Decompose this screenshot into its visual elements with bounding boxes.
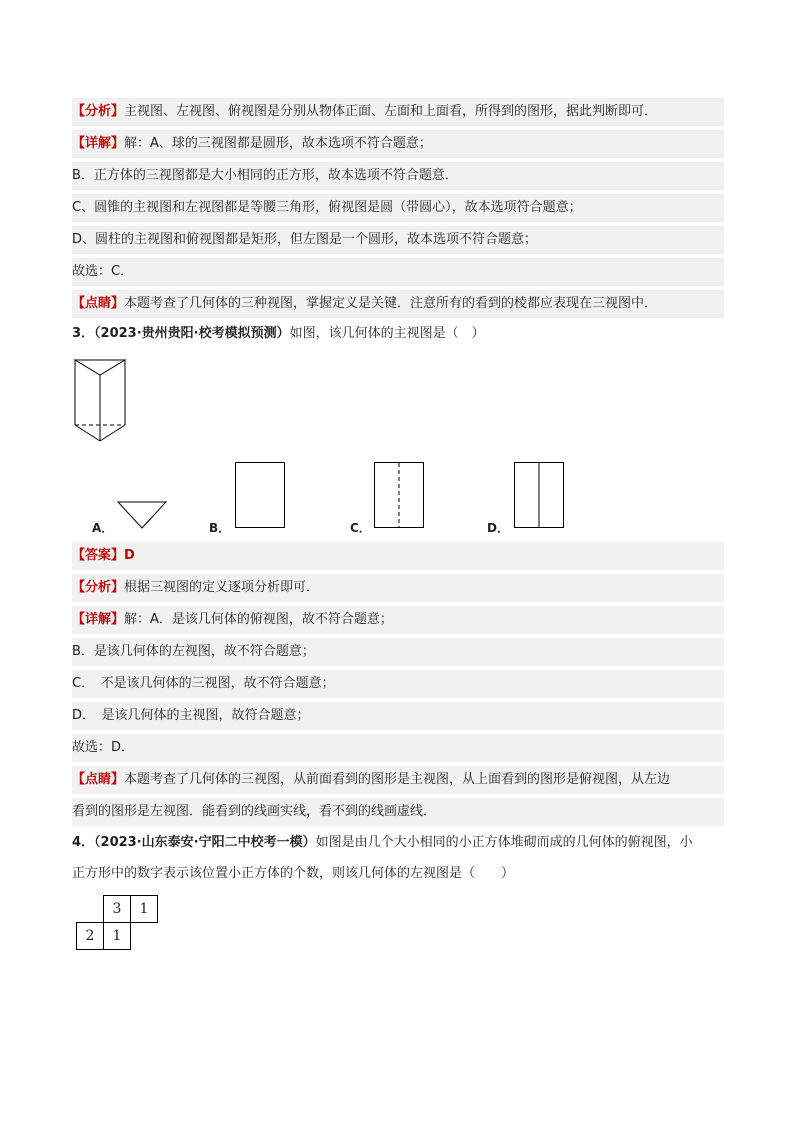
q3-choice: 故选：D． [72,734,724,762]
grid-row [77,923,158,950]
grid-row [77,896,158,923]
q2-line-b: B．正方体的三视图都是大小相同的正方形，故本选项不符合题意． [72,162,724,190]
q4-top-view-grid [76,895,158,950]
q3-option-a-label: A． [92,521,114,535]
q3-option-d-label: D． [487,521,509,535]
q3-line-c: C． 不是该几何体的三视图，故不符合题意； [72,670,724,698]
q3-comment-line2: 看到的图形是左视图．能看到的线画实线，看不到的线画虚线． [72,798,724,826]
q3-option-d-figure [513,461,565,529]
grid-cell-empty [131,923,158,950]
q3-option-a-figure [116,500,168,530]
q3-line-b: B．是该几何体的左视图，故不符合题意； [72,638,724,666]
q3-prism-figure [70,355,130,445]
q2-detail: 【详解】解：A、球的三视图都是圆形，故本选项不符合题意； [72,130,724,158]
grid-cell-empty [77,896,104,923]
q2-comment: 【点睛】本题考查了几何体的三种视图，掌握定义是关键．注意所有的看到的棱都应表现在三视图中． [72,290,724,318]
grid-cell: 1 [104,923,131,950]
q3-option-c-label: C． [350,521,371,535]
q3-line-d: D． 是该几何体的主视图，故符合题意； [72,702,724,730]
q4-stem-line2: 正方形中的数字表示该位置小正方体的个数，则该几何体的左视图是（ ） [72,866,515,881]
q3-option-c-figure [373,461,425,529]
q3-answer: 【答案】D [72,542,724,570]
q3-option-b-figure [234,461,286,529]
q2-line-c: C、圆锥的主视图和左视图都是等腰三角形，俯视图是圆（带圆心），故本选项符合题意； [72,194,724,222]
grid-cell: 1 [131,896,158,923]
grid-cell: 3 [104,896,131,923]
q2-choice: 故选：C． [72,258,724,286]
q3-stem: 3．（2023·贵州贵阳·校考模拟预测）如图，该几何体的主视图是（ ） [72,326,485,341]
q4-stem-line1: 4．（2023·山东泰安·宁阳二中校考一模）如图是由几个大小相同的小正方体堆砌而成的几何体的俯视图，小 [72,835,693,850]
q3-option-b-label: B． [209,521,231,535]
q3-analysis: 【分析】根据三视图的定义逐项分析即可． [72,574,724,602]
q2-line-d: D、圆柱的主视图和俯视图都是矩形，但左图是一个圆形，故本选项不符合题意； [72,226,724,254]
q3-comment-line1: 【点睛】本题考查了几何体的三视图，从前面看到的图形是主视图，从上面看到的图形是俯视图，从左边 [72,766,724,794]
grid-cell: 2 [77,923,104,950]
q3-detail: 【详解】解：A．是该几何体的俯视图，故不符合题意； [72,606,724,634]
q2-analysis: 【分析】主视图、左视图、俯视图是分别从物体正面、左面和上面看，所得到的图形，据此判断即可． [72,98,724,126]
